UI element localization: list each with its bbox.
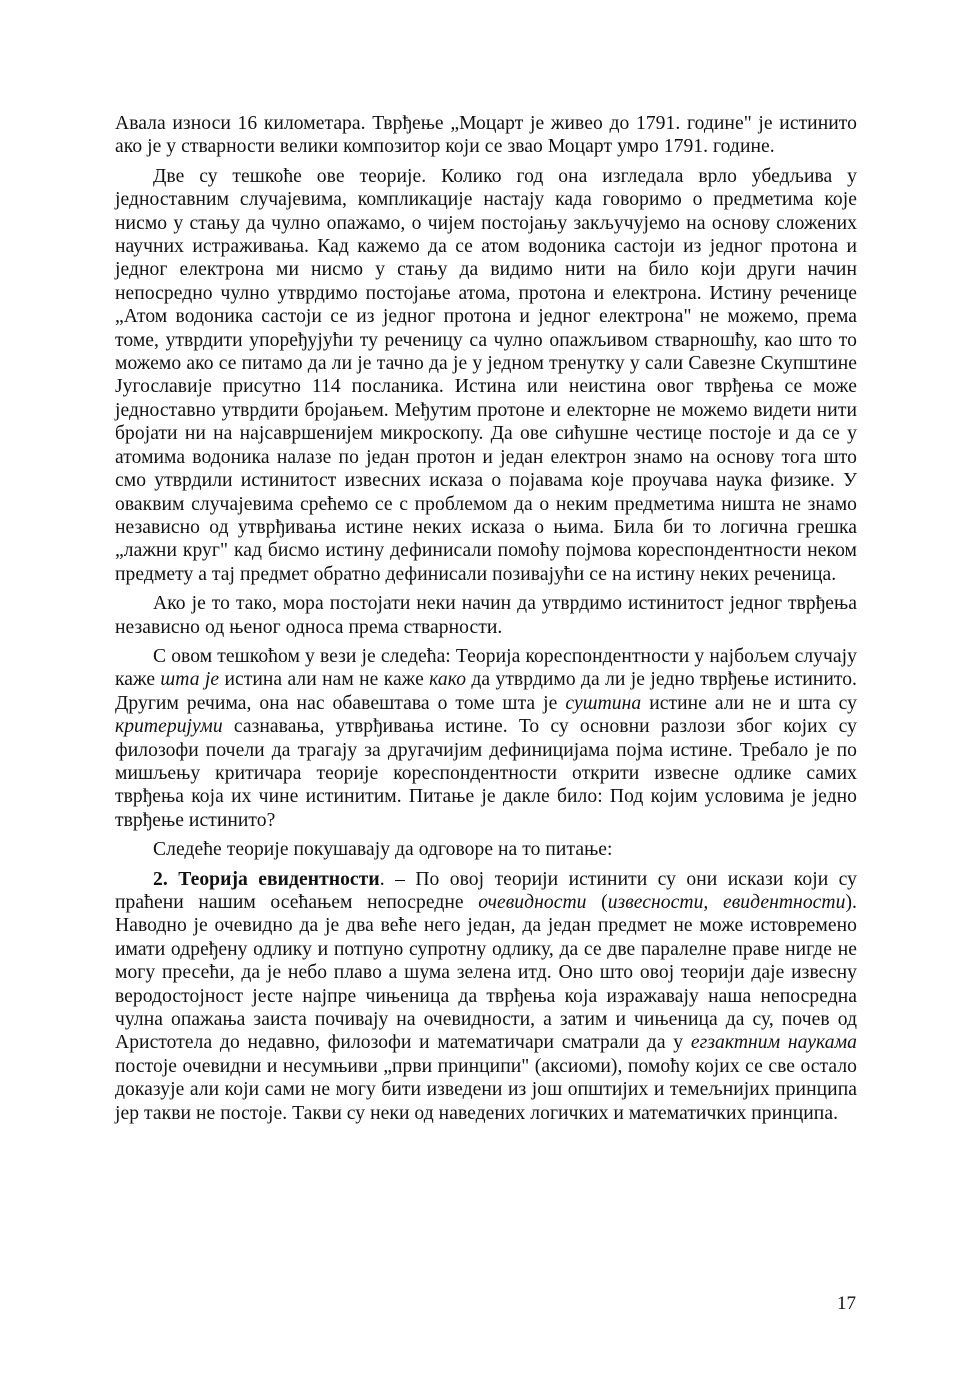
paragraph-consequence: Ако је то тако, мора постојати неки начин да утврдимо истинитост једног тврђења независно од њеног односа према стварности.: [115, 593, 857, 638]
emphasis-essence: суштина: [565, 692, 642, 714]
emphasis-obviousness: очевидности: [478, 892, 587, 913]
section-heading-evidence-theory: 2. Теорија евидентности: [153, 868, 380, 890]
text-run: да утврдимо да ли је једно тврђење истинито. Другим речима, она нас обавештава о томе шта је: [115, 669, 857, 714]
page-number: 17: [837, 1293, 856, 1314]
paragraph-second-difficulty: [115, 645, 857, 832]
emphasis-exact-sciences: егзактним наукама: [690, 1032, 857, 1054]
emphasis-what-is: шта је: [160, 669, 220, 691]
paragraph-difficulties: Две су тешкоће ове теорије. Колико год она изгледала врло убедљива у једноставним случајевима, компликације настају када говоримо о предметима које нисмо у стању да чулно опажамо, о чијем постојању закључујемо на основу сложених научних истраживања. Кад кажемо да се атом водоника састоји из једног протона и једног електрона ми нисмо у стању да видимо нити на било који други начин непосредно чулно утврдимо постојање атома, протона и електрона. Истину реченице „Атом водоника састоји се из једног протона и једног електрона" не можемо, према томе, утврдити упоређујући ту реченицу са чулно опажљивом стварношћу, као што то можемо ако се питамо да ли је тачно да је у једном тренутку у сали Савезне Скупштине Југославије присутно 114 посланика. Истина или неистина овог тврђења се може једноставно утврдити бројањем. Међутим протоне и електорне не можемо видети нити бројати ни на најсавршенијем микроскопу. Да ове сићушне честице постоје и да се у атомима водоника налазе по један протон и један електрон знамо на основу тога што смо утврдили истинитост извесних исказа о појавама које проучава наука физике. У оваквим случајевима срећемо се с проблемом да о неким предметима ништа не знамо независно од утврђивања истине неких исказа о њима. Била би то логична грешка „лажни круг" кад бисмо истину дефинисали помоћу појмова кореспондентности неком предмету а тај предмет обратно дефинисали позивајући се на истину неких реченица.: [115, 165, 857, 585]
text-run: (: [586, 892, 608, 913]
text-run: С овом тешкоћом у вези је следећа: Теорија кореспондентности у најбољем случају каже: [115, 645, 857, 691]
text-run: постоје очевидни и несумњиви „први принципи" (аксиоми), помоћу којих се све остало доказује али који сами не могу бити изведени из још општијих и темељнијих принципа јер такви не постоје. Такви су неки од наведених логичких и математичких принципа.: [115, 1055, 857, 1124]
text-run: истина али нам не каже: [219, 669, 430, 691]
emphasis-criteria: критеријуми: [115, 716, 223, 738]
paragraph-transition: Следеће теорије покушавају да одговоре на то питање:: [153, 839, 613, 861]
text-run: сазнавања, утврђивања истине. То су основни разлози због којих су филозофи почели да трагају за другачијим дефиницијама појма истине. Требало је по мишљењу критичара теорије кореспондентности открити извесне одлике самих тврђења која их чине истинитим. Питање је дакле било: Под којим условима је једно тврђење истинито?: [115, 716, 857, 831]
emphasis-certainty: извесности, евидентности: [607, 892, 846, 913]
paragraph-evidence-theory: [115, 868, 857, 1125]
text-run: ). Наводно је очевидно да је два веће него један, да један предмет не може истовремено имати одређену одлику и потпуно супротну одлику, да се две паралелне праве нигде не могу пресећи, да је небо плаво а шума зелена итд. Оно што овој теорији даје извесну веродостојност јесте најпре чињеница да тврђења која изражавају наша непосредна чулна опажања заиста почивају на очевидности, а затим и чињеница да су, почев од Аристотела до недавно, филозофи и математичари сматрали да у: [115, 892, 857, 1054]
text-run: . – По овој теорији истинити су они искази који су праћени нашим осећањем непосредне: [115, 868, 857, 913]
page-body: [115, 112, 857, 1131]
paragraph-continuation: Авала износи 16 километара. Тврђење „Моцарт је живео до 1791. године" је истинито ако је у стварности велики композитор који се звао Моцарт умро 1791. године.: [115, 113, 857, 158]
text-run: истине али не и шта су: [641, 692, 858, 714]
emphasis-how: како: [429, 669, 467, 691]
